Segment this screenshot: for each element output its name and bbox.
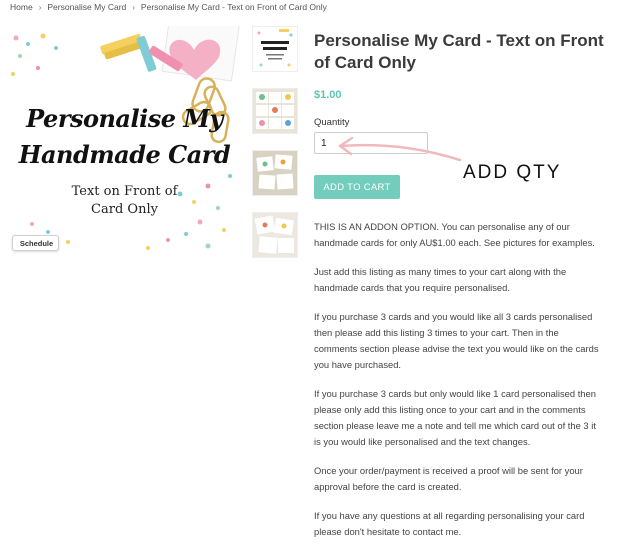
main-product-image[interactable]: [8, 26, 241, 258]
thumbnail-2-image: [253, 89, 297, 133]
thumbnail-1[interactable]: [252, 26, 298, 72]
breadcrumb-current: Personalise My Card - Text on Front of Card Only: [140, 2, 327, 12]
annotation-arrow: [334, 134, 464, 164]
description-paragraph: Just add this listing as many times to your cart along with the handmade cards that you require personalised.: [314, 266, 567, 293]
image-subheading-line-2: Card Only: [91, 202, 158, 217]
image-heading-line-1: Personalise My: [26, 104, 223, 133]
thumbnail-4-image: [253, 213, 297, 257]
breadcrumb-collection[interactable]: Personalise My Card: [47, 2, 127, 12]
schedule-button[interactable]: [12, 235, 59, 251]
add-to-cart-button[interactable]: ADD TO CART: [314, 175, 400, 199]
breadcrumb-home[interactable]: Home: [10, 2, 33, 12]
image-subheading-line-1: Text on Front of: [71, 184, 178, 199]
thumbnail-2[interactable]: [252, 88, 298, 134]
annotation-text: ADD QTY: [463, 162, 562, 183]
product-price: $1.00: [314, 89, 342, 101]
thumbnail-3[interactable]: [252, 150, 298, 196]
description-paragraph: Once your order/payment is received a proof will be sent for your approval before the card is created.: [314, 465, 583, 492]
breadcrumb-separator: ›: [132, 2, 135, 12]
description-paragraph: If you purchase 3 cards but only would like 1 card personalised then please only add this listing once to your cart and in the comments section please leave me a note and tell me which card out of the 3 it is you would like personalised and the text changes.: [314, 388, 596, 447]
breadcrumb: [10, 0, 327, 14]
breadcrumb-separator: ›: [38, 2, 42, 12]
product-title: Personalise My Card - Text on Front of Card Only: [314, 31, 604, 72]
thumbnail-4[interactable]: [252, 212, 298, 258]
description-paragraph: If you purchase 3 cards and you would like all 3 cards personalised then please add this listing 3 times to your cart. Then in the comments section please advise the text you would like on the cards you have purchased.: [314, 311, 599, 370]
description-paragraph: THIS IS AN ADDON OPTION. You can personalise any of our handmade cards for only AU$1.00 each. See pictures for examples.: [314, 221, 595, 248]
image-heading-line-2: Handmade Card: [18, 140, 231, 169]
product-description: [314, 219, 604, 553]
thumbnail-3-image: [253, 151, 297, 195]
schedule-button-label: Schedule: [19, 238, 54, 248]
quantity-label: Quantity: [314, 117, 350, 128]
thumbnail-1-image: [253, 27, 297, 71]
description-paragraph: If you have any questions at all regarding personalising your card please don't hesitate to contact me.: [314, 510, 585, 537]
